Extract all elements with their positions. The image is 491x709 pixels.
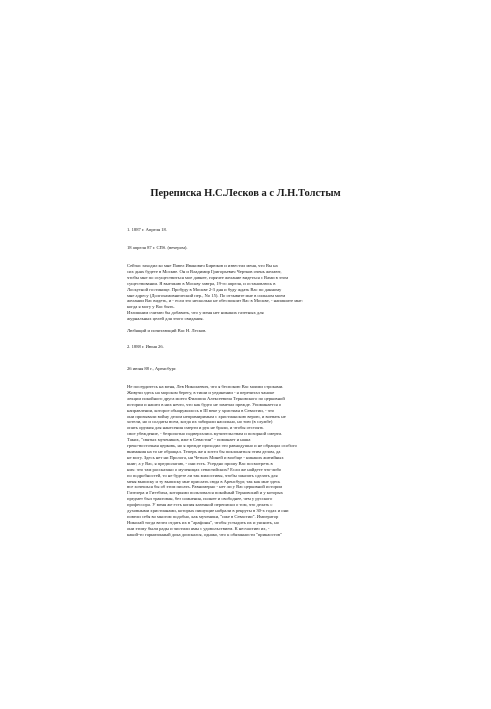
text-line: какой-то гарнизонный дока доискался, однако, что к обязанности "прикаостов" — [127, 531, 282, 537]
text-line: журнальных целей для этого свидания. — [127, 316, 204, 322]
text-line: Излишним считаю бы добавить, что у меня нет никаких газетных для — [127, 310, 264, 316]
text-line: мне адресу (Долгохамовнический пер., No 15). По отзывите мне в сильном моем — [127, 292, 286, 298]
text-line: опять оружия для нанесения смерти и рук не брали, и чтобы отстоять — [127, 425, 264, 431]
text-line: направлении, которое обнаружилось в III веке у христиан в Севастии, - что — [127, 407, 275, 413]
text-line: когда я могу у Вас быть. — [127, 304, 175, 310]
letter-2-body — [127, 384, 377, 538]
letter-1-body — [127, 263, 377, 322]
text-line: Сейчас заходил ко мне Павел Иванович Бирюков и известил меня, что Вы на — [127, 263, 278, 268]
text-line: профессора. У меня же есть копия казенной переписки о том, что делать с — [127, 502, 273, 508]
text-line: не могу. Здесь нет ни Пролога, ни Четьих Миней и вообще - никаких житийных — [127, 454, 284, 460]
text-line: лекции покойного друга моего Филиппа Алексеевича Терновского по церковной — [127, 395, 285, 401]
text-line: греко-восточная церковь, но я прежде проходил это равнодушно и не обращал особого — [127, 443, 297, 449]
letter-1-date: 18 апреля 87 г. СПб. (вечером). — [127, 245, 188, 250]
letter-2-date: 26 июня 88 г., Аренсбург. — [127, 366, 177, 371]
text-line: Лоскутной гостинице. Пробуду в Москве 2-3 дня и буду ждать Вас по данному — [127, 286, 282, 292]
document-title: Переписка Н.С.Лесков а с Л.Н.Толстым — [150, 188, 341, 199]
text-line: свое убеждение, - безропотно подвергались мучительствам и позорной смерти. — [127, 431, 283, 437]
text-line: существовании. Я выезжаю в Москву завтра, 19-го апреля, и остановлюсь в — [127, 280, 276, 286]
text-line: Таких, "святых мучеников, иже в Севастии" - поминает и наша — [127, 437, 251, 443]
text-line: хотели, но и солдаты всем, когда их забирали насильно, но тою (в службе) — [127, 419, 273, 425]
text-line: все хочешься бы об этом писать. Равномерно - нет ли у Вас церковной истории — [127, 484, 282, 490]
entry-heading-2: 2. 1888 г. Июня 26. — [127, 344, 164, 349]
text-line: сих днях будете в Москве. Он и Владимир Григорьевич Чертков очень желают, — [127, 268, 282, 274]
entry-heading-1: 1. 1887 г. Апреля 18. — [127, 227, 167, 232]
text-line: желании Вас видеть, и - если это несколько не обеспокоит Вас в Москве, - напишите мне: — [127, 298, 303, 304]
text-line: них: что там рассказано о мученицах севастийских? Если же найдете что-либо — [127, 466, 282, 472]
text-line: они этому были рады и чистили ямы с удовольствием. К несчастию их, - — [127, 525, 270, 531]
letter-1-closing: Любящий и почитающий Вас Н. Лесков. — [127, 328, 207, 333]
text-line: по подробностей, то не будете ли так милостивы, чтобы заказать сделать для — [127, 472, 278, 478]
text-line: Живучи здесь на морском берегу, в тиши и уединении - я перечитал чаноке — [127, 389, 275, 395]
text-line: они призывали войну делом непримиримым с христианскою верою, и воевать не — [127, 413, 286, 419]
text-line: меня выписку и ту выписку мне прислать сюда в Аренсбург, так как мне здесь — [127, 478, 281, 484]
text-line: предмет был трактован, без сомнения, полнее и свободнее, чем у русского — [127, 496, 273, 502]
text-line: повели себя во многом подобно, как мученики, "иже в Севастии". Император — [127, 513, 279, 519]
text-line: Не посердитесь на меня, Лев Николаевич, что я беспокою Вас моими строками. — [127, 384, 284, 389]
text-line: чтобы мне по осуществиться мое давнее, горячее желание видеться с Вами в этом — [127, 274, 289, 280]
text-line: книг; а у Вас, я предполагаю, - они есть. Усердно прошу Вас посмотреть в — [127, 460, 273, 466]
text-line: духовными христианами, которых пишущие набрали в рекруты в 30-х годах и они — [127, 508, 289, 514]
text-line: Николай тогда велел отдать их в "арафоны", чтобы устыдить их и уяснить, но — [127, 519, 279, 525]
text-line: внимания на то не обращал. Теперь же я хотел бы поклониться этим делам, да — [127, 448, 281, 454]
text-line: истории и нашел в них нечто, что как будто не замечал прежде. Упоминается о — [127, 401, 282, 407]
text-line: Гизелера и Гиттбиха, которыми пользовался покойный Терновский и у которых — [127, 490, 283, 496]
